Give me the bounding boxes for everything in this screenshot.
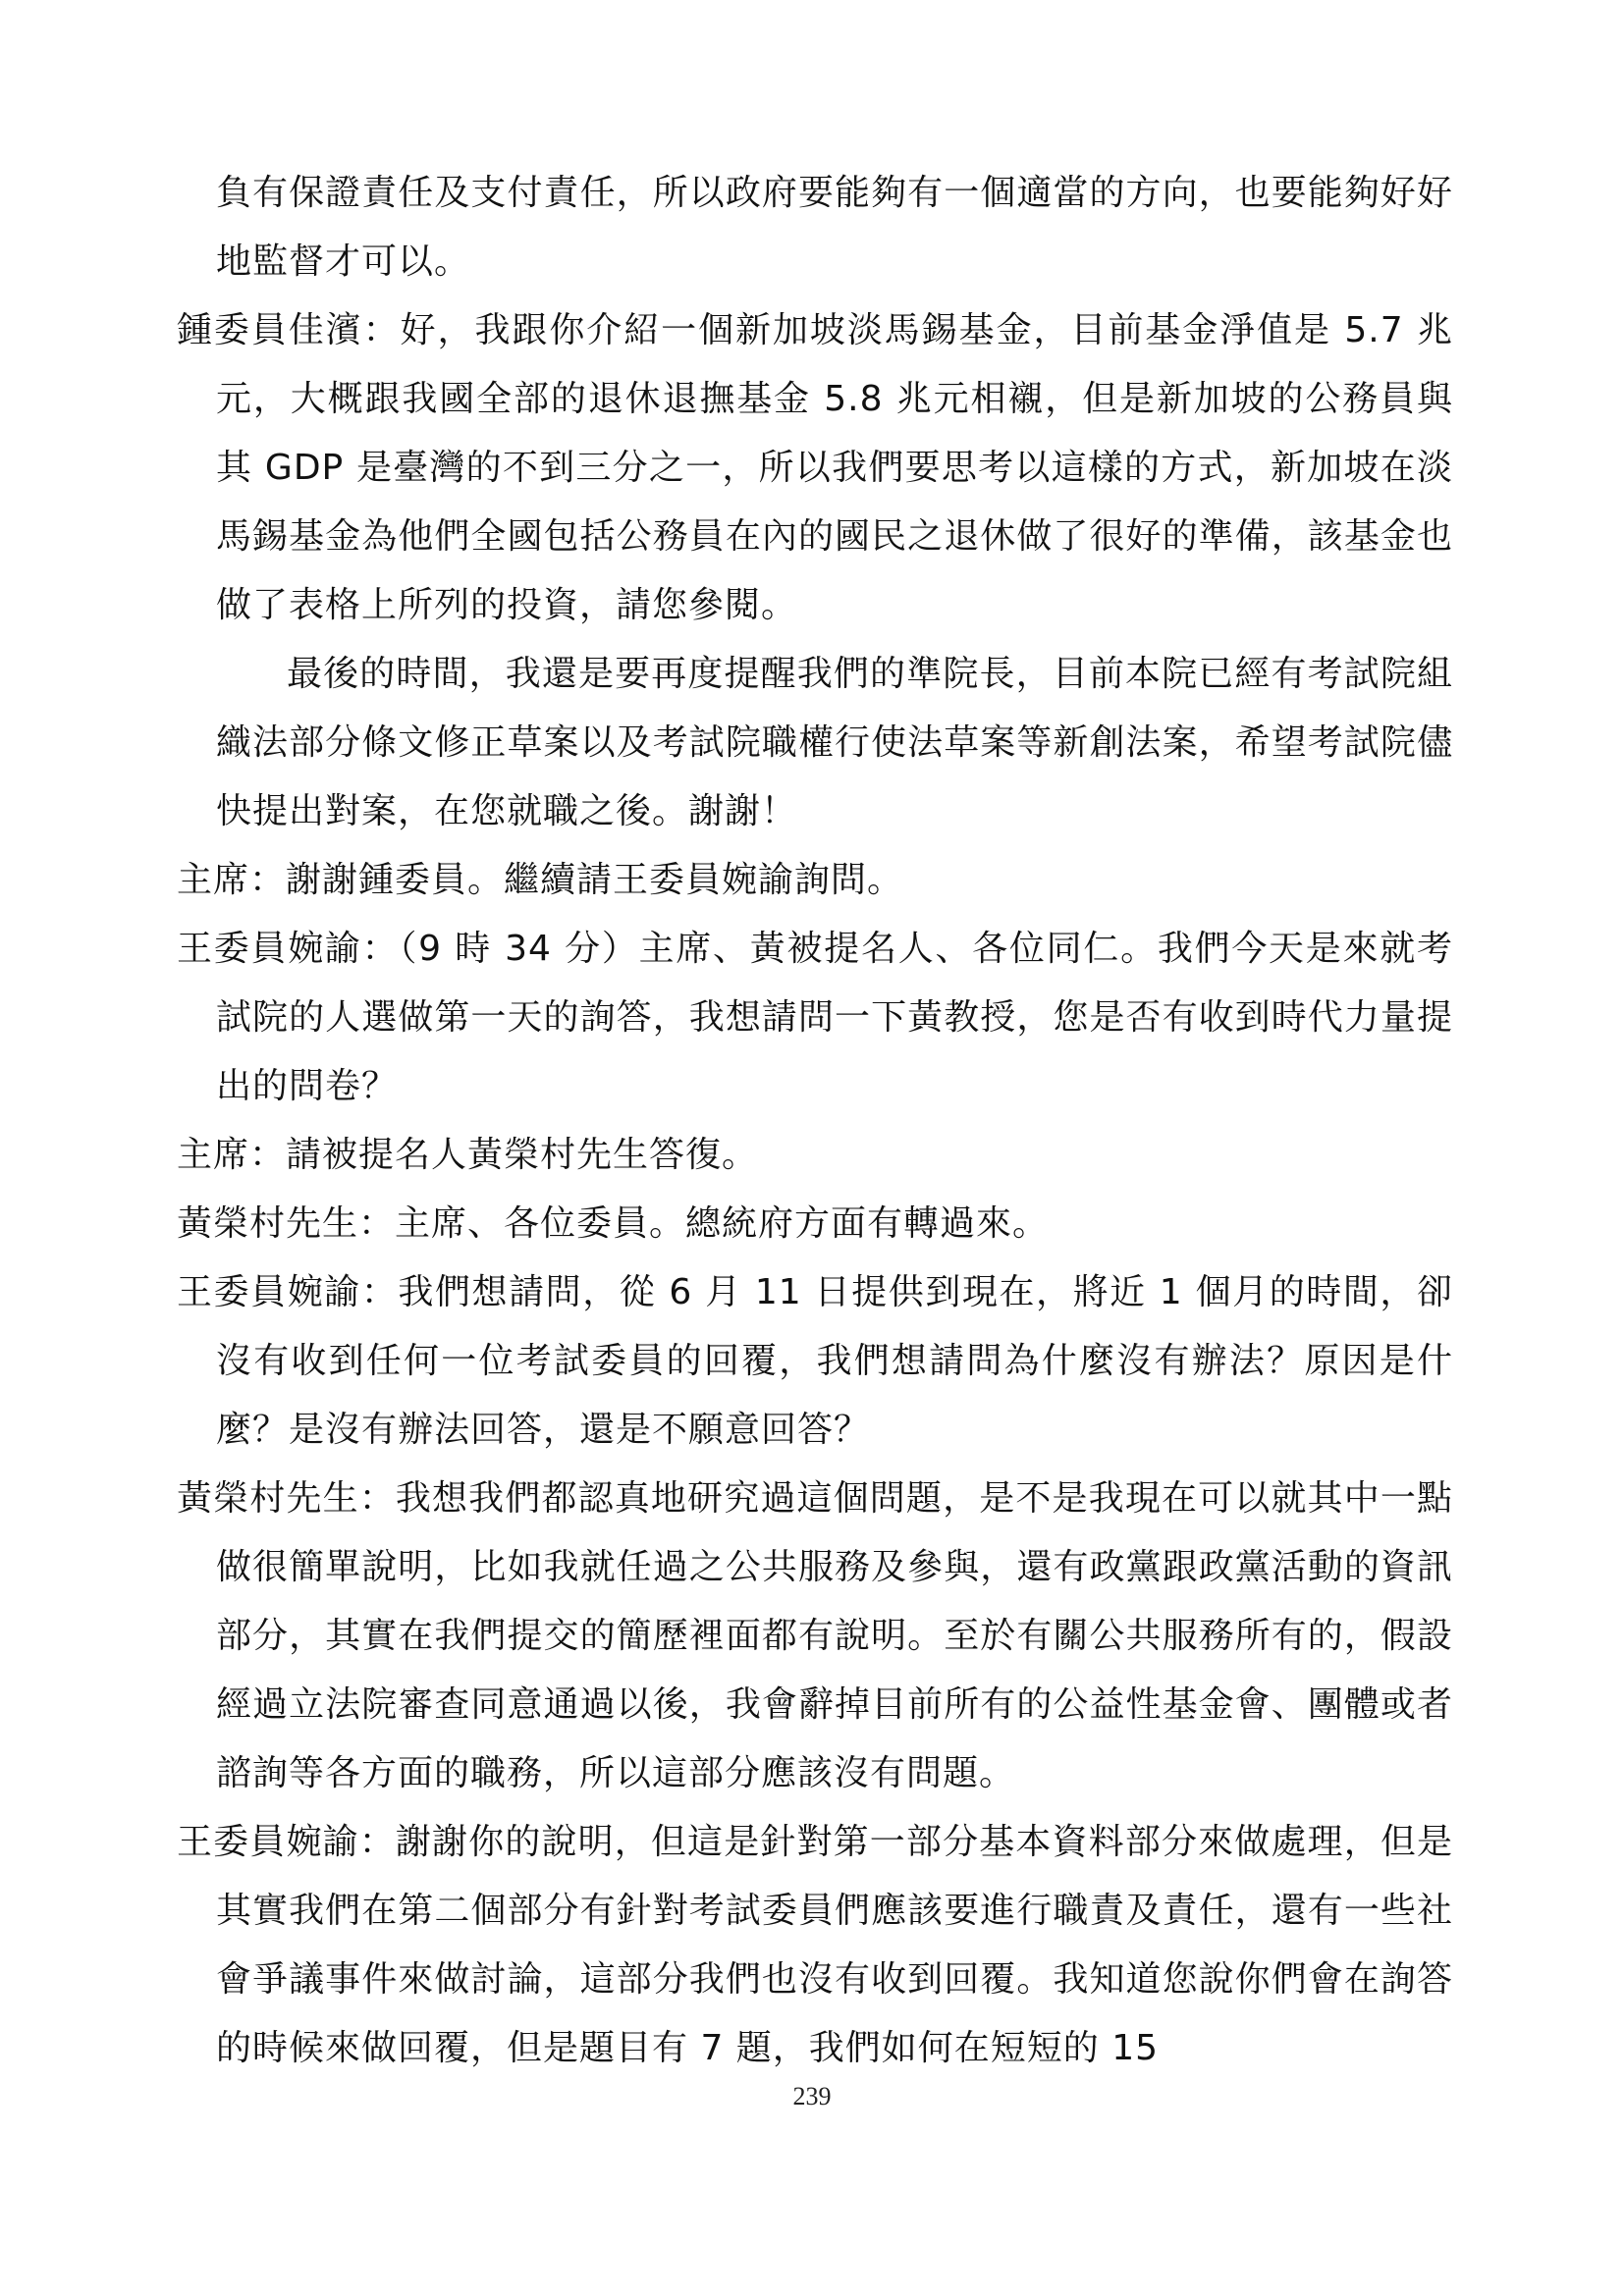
paragraph-text: 負有保證責任及支付責任，所以政府要能夠有一個適當的方向，也要能夠好好地監督才可以。 (216, 173, 1453, 282)
speaker-label: 王委員婉諭： (177, 929, 400, 969)
speech-paragraph (177, 1121, 1453, 1190)
speaker-label: 主席： (177, 1135, 287, 1175)
paragraph-text: 最後的時間，我還是要再度提醒我們的準院長，目前本院已經有考試院組織法部分條文修正草案以及考試院職權行使法草案等新創法案，希望考試院儘快提出對案，在您就職之後。謝謝！ (216, 654, 1453, 831)
speaker-label: 黃榮村先生： (177, 1203, 396, 1244)
speech-text: 我想我們都認真地研究過這個問題，是不是我現在可以就其中一點做很簡單說明，比如我就任過之公共服務及參與，還有政黨跟政黨活動的資訊部分，其實在我們提交的簡歷裡面都有說明。至於有關公共服務所有的，假設經過立法院審查同意通過以後，我會辭掉目前所有的公益性基金會、團體或者諮詢等各方面的職務，所以這部分應該沒有問題。 (216, 1478, 1453, 1793)
speaker-label: 王委員婉諭： (177, 1272, 399, 1312)
speech-text: 我們想請問，從 6 月 11 日提供到現在，將近 1 個月的時間，卻沒有收到任何一位考試委員的回覆，我們想請問為什麼沒有辦法？原因是什麼？是沒有辦法回答，還是不願意回答？ (216, 1272, 1453, 1450)
speech-text: 謝謝鍾委員。繼續請王委員婉諭詢問。 (286, 860, 904, 900)
speech-text: 請被提名人黃榮村先生答復。 (286, 1135, 759, 1175)
indented-paragraph (177, 640, 1453, 846)
speaker-label: 王委員婉諭： (177, 1822, 396, 1862)
paragraph-continuation (177, 159, 1453, 296)
speech-paragraph (177, 915, 1453, 1121)
speech-paragraph (177, 846, 1453, 915)
page-number: 239 (792, 2082, 832, 2110)
speech-text: （9 時 34 分）主席、黃被提名人、各位同仁。我們今天是來就考試院的人選做第一天的詢答，我想請問一下黃教授，您是否有收到時代力量提出的問卷？ (216, 929, 1453, 1106)
speech-paragraph (177, 1190, 1453, 1258)
speaker-label: 鍾委員佳濱： (177, 310, 401, 350)
speech-paragraph (177, 296, 1453, 640)
speech-text: 謝謝你的說明，但這是針對第一部分基本資料部分來做處理，但是其實我們在第二個部分有針對考試委員們應該要進行職責及責任，還有一些社會爭議事件來做討論，這部分我們也沒有收到回覆。我知道您說你們會在詢答的時候來做回覆，但是題目有 7 題，我們如何在短短的 15 (216, 1822, 1453, 2068)
speech-paragraph (177, 1465, 1453, 1808)
transcript-body (177, 159, 1453, 2083)
speech-text: 好，我跟你介紹一個新加坡淡馬錫基金，目前基金淨值是 5.7 兆元，大概跟我國全部的退休退撫基金 5.8 兆元相襯，但是新加坡的公務員與其 GDP 是臺灣的不到三分之一，所以我們要思考以這樣的方式，新加坡在淡馬錫基金為他們全國包括公務員在內的國民之退休做了很好的準備，該基金也做了表格上所列的投資，請您參閱。 (216, 310, 1453, 625)
speech-text: 主席、各位委員。總統府方面有轉過來。 (395, 1203, 1050, 1244)
speaker-label: 黃榮村先生： (177, 1478, 396, 1519)
speech-paragraph (177, 1258, 1453, 1465)
speaker-label: 主席： (177, 860, 287, 900)
speech-paragraph (177, 1808, 1453, 2083)
